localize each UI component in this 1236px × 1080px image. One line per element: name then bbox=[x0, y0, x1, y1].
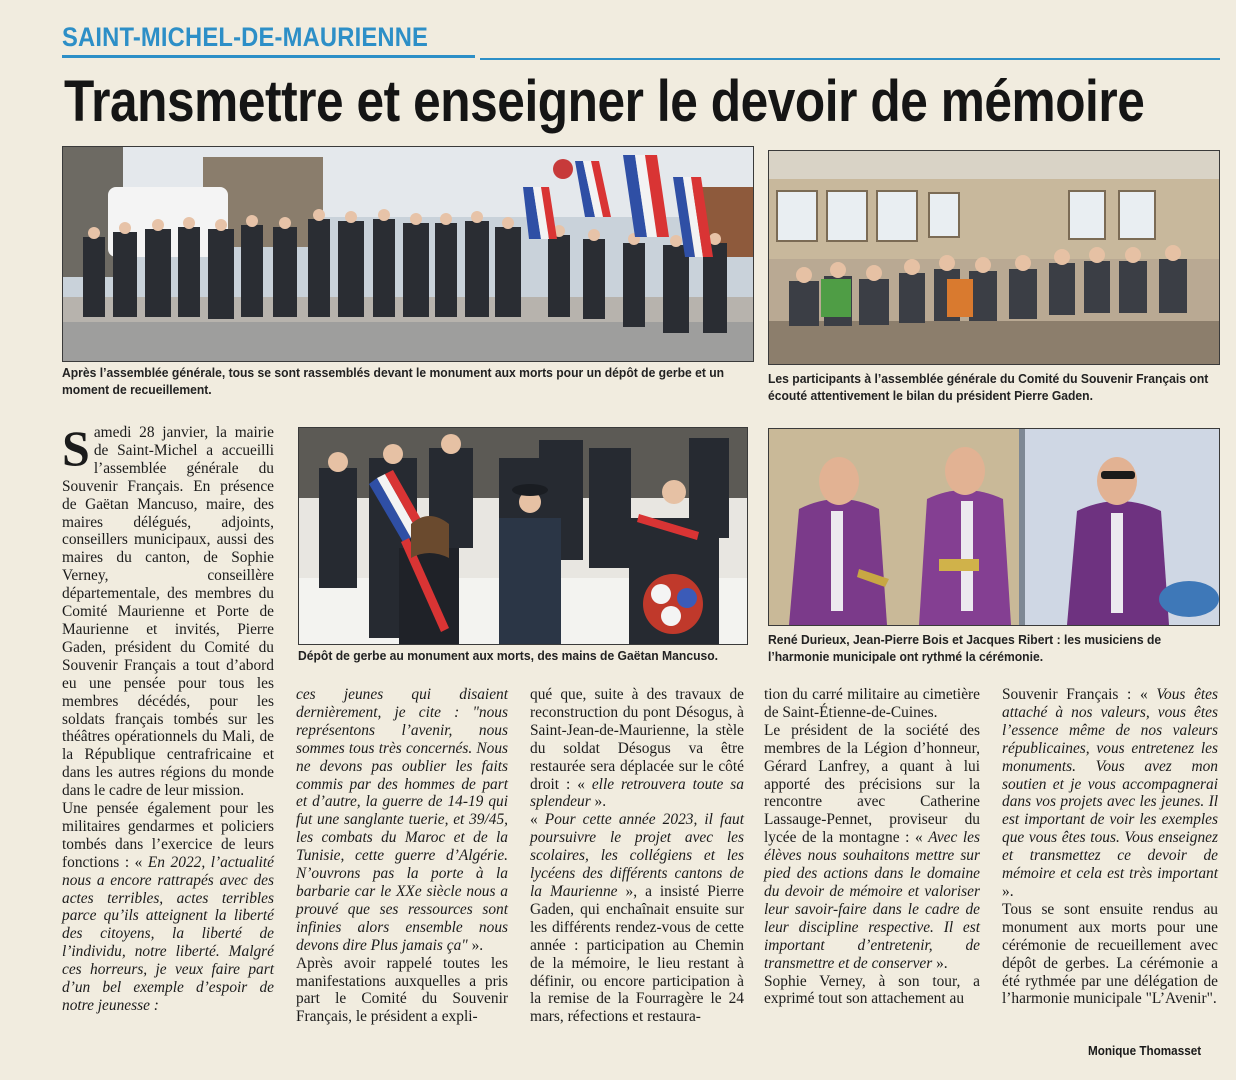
caption-assembly-hall: Les participants à l’assemblée générale du Comité du Souvenir Français ont écouté attentivement le bilan du président Pierre Gaden. bbox=[768, 371, 1209, 403]
musicians-photo bbox=[768, 428, 1220, 626]
drop-cap: S bbox=[62, 420, 90, 476]
wreath-laying-photo bbox=[298, 427, 748, 645]
assembly-hall-photo bbox=[768, 150, 1220, 365]
article-headline: Transmettre et enseigner le devoir de mémoire bbox=[64, 69, 1145, 134]
monument-gathering-photo bbox=[62, 146, 754, 362]
caption-wreath-laying: Dépôt de gerbe au monument aux morts, des mains de Gaëtan Mancuso. bbox=[298, 648, 719, 663]
article-column-4: tion du carré militaire au cimetière de Saint-Étienne-de-Cuines. Le président de la société des membres de la Légion d’honneur, Gérard Lanfrey, a quant à lui apporté des précisions sur la rencontre avec Catherine Lassauge-Pennet, proviseur du lycée de la montagne : « Avec les élèves nous souhaitons mettre sur pied des actions dans le domaine du devoir de mémoire et valoriser leur savoir-faire dans le cadre de leur discipline respective. Il est important d’entretenir, de transmettre et de conserver ». Sophie Verney, à son tour, a exprimé tout son attachement au bbox=[764, 686, 980, 1008]
caption-musicians: René Durieux, Jean-Pierre Bois et Jacques Ribert : les musiciens de l’harmonie municipale ont rythmé la cérémonie. bbox=[768, 632, 1162, 664]
article-column-2: ces jeunes qui disaient dernièrement, je cite : "nous représentons l’avenir, nous sommes tous très concernés. Nous ne devons pas oublier les faits commis par des hommes de part et d’autre, la guerre de 14-19 qui fut une sanglante tuerie, et 39/45, les combats du Maroc et de la Tunisie, cette guerre d’Algérie. N’ouvrons pas la porte à la barbarie car le XXe siècle nous a prouvé que ses ressources sont infinies alors ensemble nous devons dire Plus jamais ça" ». Après avoir rappelé toutes les manifestations auxquelles a pris part le Comité du Souvenir Français, le président a expli- bbox=[296, 686, 508, 1026]
caption-monument-gathering: Après l’assemblée générale, tous se sont rassemblés devant le monument aux morts pour un dépôt de gerbe et un moment de recueillement. bbox=[62, 365, 725, 397]
article-column-5: Souvenir Français : « Vous êtes attaché à nos valeurs, vous êtes l’essence même de nos valeurs républicaines, vous entretenez les monuments. Vous avez mon soutien et je vous accompagnerai dans vos projets avec les jeunes. Il est important de voir les exemples que vous êtes tous. Vous enseignez et transmettez ce devoir de mémoire et cela est très important ». Tous se sont ensuite rendus au monument aux morts pour une cérémonie de recueillement avec dépôt de gerbes. La cérémonie a été rythmée par une délégation de l’harmonie municipale "L’Avenir". bbox=[1002, 686, 1218, 1008]
author-byline: Monique Thomasset bbox=[1088, 1043, 1202, 1058]
kicker-rule bbox=[480, 58, 1220, 60]
kicker-underline bbox=[62, 55, 475, 58]
article-column-3: qué que, suite à des travaux de reconstruction du pont Désogus, à Saint-Jean-de-Maurienne, la stèle du soldat Désogus va être restaurée sera déplacée sur le côté droit : « elle retrouvera toute sa splendeur ». « Pour cette année 2023, il faut poursuivre le projet avec les scolaires, les collégiens et les lycéens des différents cantons de la Maurienne », a insisté Pierre Gaden, qui enchaînait ensuite sur les différents rendez-vous de cette année : participation au Chemin de la mémoire, le lieu restant à définir, ou encore participation à la remise de la Fourragère le 24 mars, réfections et restaura- bbox=[530, 686, 744, 1026]
article-column-1: Samedi 28 janvier, la mairie de Saint-Michel a accueilli l’assemblée générale du Souvenir Français. En présence de Gaëtan Mancuso, maire, des maires délégués, adjoints, conseillers municipaux, aussi des maires du canton, de Sophie Verney, conseillère départementale, des membres du Comité Maurienne et Porte de Maurienne et invités, Pierre Gaden, président du Comité du Souvenir Français a tout d’abord eu une pensée pour tous les membres décédés, pour les soldats français tombés sur les théâtres opérationnels du Mali, de la République centrafricaine et dans les autres régions du monde dans le cadre de leur mission. Une pensée également pour les militaires gendarmes et policiers tombés dans l’exercice de leurs fonctions : « En 2022, l’actualité nous a encore rattrapés avec des actes terribles, actes terribles parce qu’ils atteignent la liberté des citoyens, la liberté de l’individu, notre liberté. Malgré ces horreurs, je veux faire part d’un bel exemple d’espoir de notre jeunesse : bbox=[62, 420, 274, 1014]
section-kicker: SAINT-MICHEL-DE-MAURIENNE bbox=[62, 22, 429, 52]
